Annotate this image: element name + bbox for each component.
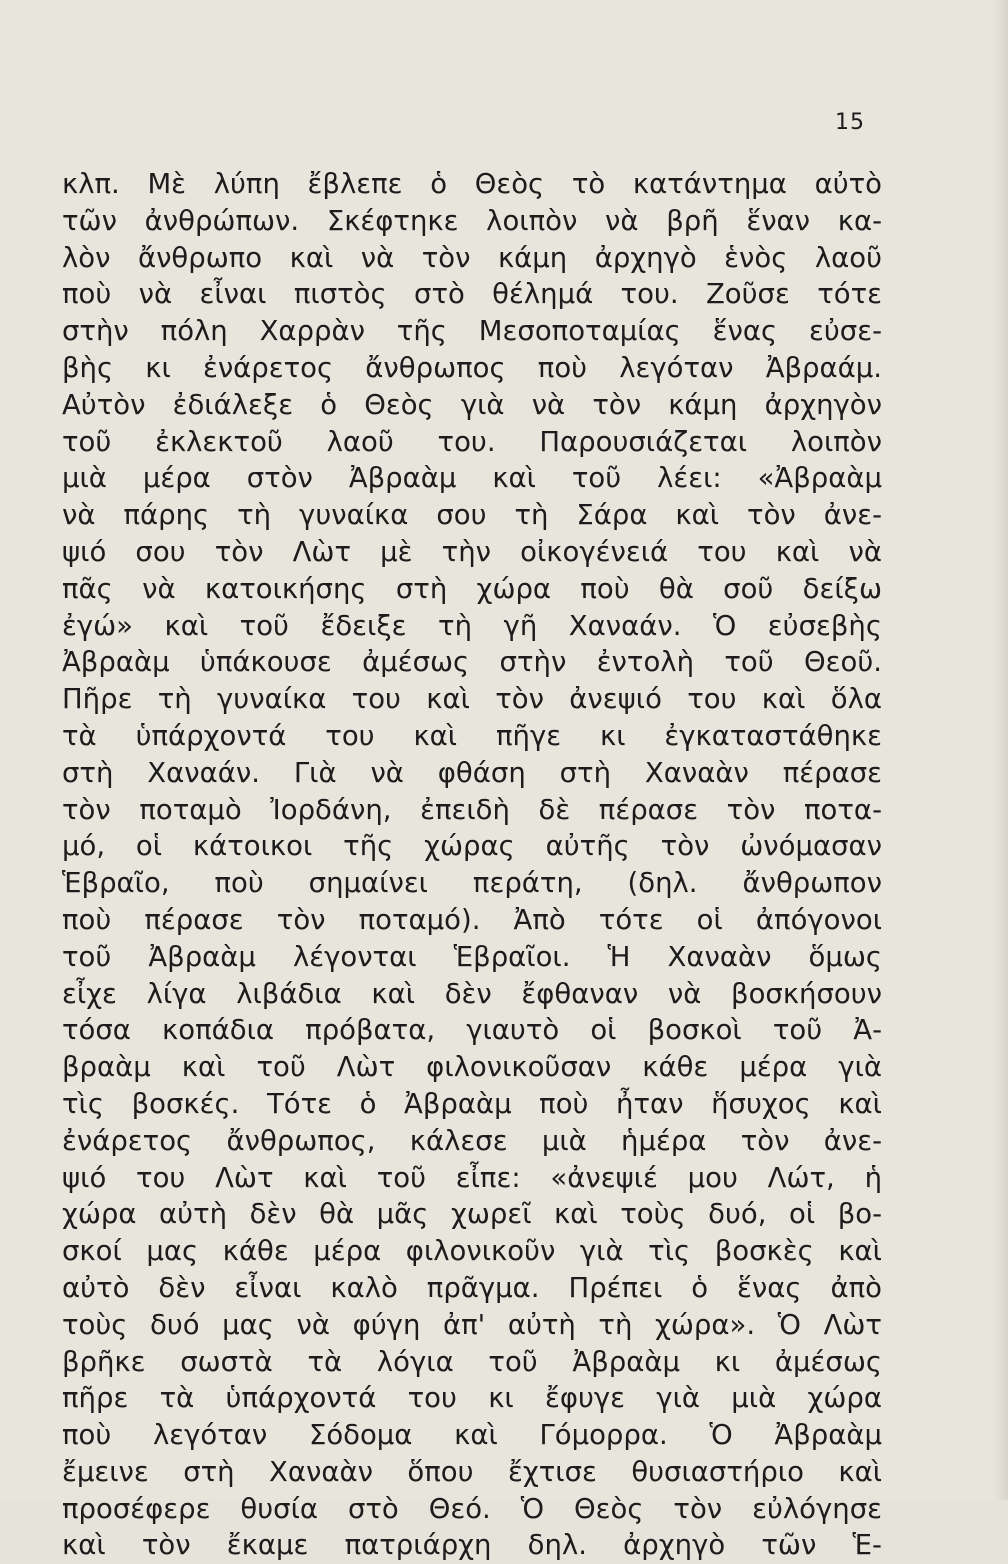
text-line: καὶ τὸν ἔκαμε πατριάρχη δηλ. ἀρχηγὸ τῶν Ἑ- bbox=[62, 1529, 882, 1562]
text-line: κλπ. Μὲ λύπη ἔβλεπε ὁ Θεὸς τὸ κατάντημα αὐτὸ bbox=[62, 168, 882, 200]
text-line: ποὺ πέρασε τὸν ποταμό). Ἀπὸ τότε οἱ ἀπόγονοι bbox=[62, 903, 882, 936]
text-line: Ἑβραῖο, ποὺ σημαίνει περάτη, (δηλ. ἄνθρωπον bbox=[62, 867, 882, 900]
text-line: ποὺ λεγόταν Σόδομα καὶ Γόμορρα. Ὁ Ἀβραὰμ bbox=[62, 1419, 882, 1452]
text-line: ψιό του Λὼτ καὶ τοῦ εἶπε: «ἀνεψιέ μου Λώτ, ἡ bbox=[62, 1161, 882, 1194]
text-line: Ἀβραὰμ ὑπάκουσε ἀμέσως στὴν ἐντολὴ τοῦ Θεοῦ. bbox=[62, 646, 882, 679]
text-line: βὴς κι ἐνάρετος ἄνθρωπος ποὺ λεγόταν Ἀβραάμ. bbox=[62, 351, 882, 384]
text-line: ἐγώ» καὶ τοῦ ἔδειξε τὴ γῆ Χαναάν. Ὁ εὐσεβὴς bbox=[62, 609, 882, 642]
text-line: πῆρε τὰ ὑπάρχοντά του κι ἔφυγε γιὰ μιὰ χώρα bbox=[62, 1382, 882, 1415]
text-line: εἶχε λίγα λιβάδια καὶ δὲν ἔφθαναν νὰ βοσκήσουν bbox=[62, 977, 882, 1010]
text-line: Πῆρε τὴ γυναίκα του καὶ τὸν ἀνεψιό του καὶ ὅλα bbox=[62, 683, 882, 716]
text-line: χώρα αὐτὴ δὲν θὰ μᾶς χωρεῖ καὶ τοὺς δυό, οἱ βο- bbox=[62, 1198, 882, 1231]
text-line: τὶς βοσκές. Τότε ὁ Ἀβραὰμ ποὺ ἦταν ἥσυχος καὶ bbox=[62, 1087, 882, 1120]
text-line: Αὐτὸν ἐδιάλεξε ὁ Θεὸς γιὰ νὰ τὸν κάμη ἀρχηγὸν bbox=[62, 388, 882, 421]
page-edge-shadow bbox=[994, 0, 1008, 1500]
text-line: ψιό σου τὸν Λὼτ μὲ τὴν οἰκογένειά του καὶ νὰ bbox=[62, 535, 882, 568]
text-line: τόσα κοπάδια πρόβατα, γιαυτὸ οἱ βοσκοὶ τοῦ Ἀ- bbox=[62, 1014, 882, 1047]
text-line: λὸν ἄνθρωπο καὶ νὰ τὸν κάμη ἀρχηγὸ ἑνὸς λαοῦ bbox=[62, 241, 882, 274]
body-text bbox=[62, 166, 882, 1564]
text-line: πᾶς νὰ κατοικήσης στὴ χώρα ποὺ θὰ σοῦ δείξω bbox=[62, 572, 882, 605]
text-line: τὸν ποταμὸ Ἰορδάνη, ἐπειδὴ δὲ πέρασε τὸν ποτα- bbox=[62, 793, 882, 826]
text-line: στὴν πόλη Χαρρὰν τῆς Μεσοποταμίας ἕνας εὐσε- bbox=[62, 315, 882, 348]
text-line: ἔμεινε στὴ Χαναὰν ὅπου ἔχτισε θυσιαστήριο καὶ bbox=[62, 1455, 882, 1488]
text-line: τὰ ὑπάρχοντά του καὶ πῆγε κι ἐγκαταστάθηκε bbox=[62, 719, 882, 752]
text-line: τοῦ Ἀβραὰμ λέγονται Ἑβραῖοι. Ἡ Χαναὰν ὅμως bbox=[62, 940, 882, 973]
text-line: τοῦ ἐκλεκτοῦ λαοῦ του. Παρουσιάζεται λοιπὸν bbox=[62, 425, 882, 458]
text-line: μό, οἱ κάτοικοι τῆς χώρας αὐτῆς τὸν ὠνόμασαν bbox=[62, 830, 882, 863]
text-line: νὰ πάρης τὴ γυναίκα σου τὴ Σάρα καὶ τὸν ἀνε- bbox=[62, 499, 882, 532]
text-line: ἐνάρετος ἄνθρωπος, κάλεσε μιὰ ἡμέρα τὸν ἀνε- bbox=[62, 1124, 882, 1157]
text-line: τῶν ἀνθρώπων. Σκέφτηκε λοιπὸν νὰ βρῆ ἕναν κα- bbox=[62, 204, 882, 237]
page-number: 15 bbox=[835, 110, 865, 135]
text-line: ποὺ νὰ εἶναι πιστὸς στὸ θέλημά του. Ζοῦσε τότε bbox=[62, 278, 882, 311]
text-line: μιὰ μέρα στὸν Ἀβραὰμ καὶ τοῦ λέει: «Ἀβραὰμ bbox=[62, 462, 882, 495]
text-line: σκοί μας κάθε μέρα φιλονικοῦν γιὰ τὶς βοσκὲς καὶ bbox=[62, 1235, 882, 1268]
text-line: τοὺς δυό μας νὰ φύγη ἀπ' αὐτὴ τὴ χώρα». Ὁ Λὼτ bbox=[62, 1308, 882, 1341]
text-line: αὐτὸ δὲν εἶναι καλὸ πρᾶγμα. Πρέπει ὁ ἕνας ἀπὸ bbox=[62, 1271, 882, 1304]
text-line: βραὰμ καὶ τοῦ Λὼτ φιλονικοῦσαν κάθε μέρα γιὰ bbox=[62, 1051, 882, 1084]
text-line: προσέφερε θυσία στὸ Θεό. Ὁ Θεὸς τὸν εὐλόγησε bbox=[62, 1492, 882, 1525]
text-line: στὴ Χαναάν. Γιὰ νὰ φθάση στὴ Χαναὰν πέρασε bbox=[62, 756, 882, 789]
text-line: βρῆκε σωστὰ τὰ λόγια τοῦ Ἀβραὰμ κι ἀμέσως bbox=[62, 1345, 882, 1378]
